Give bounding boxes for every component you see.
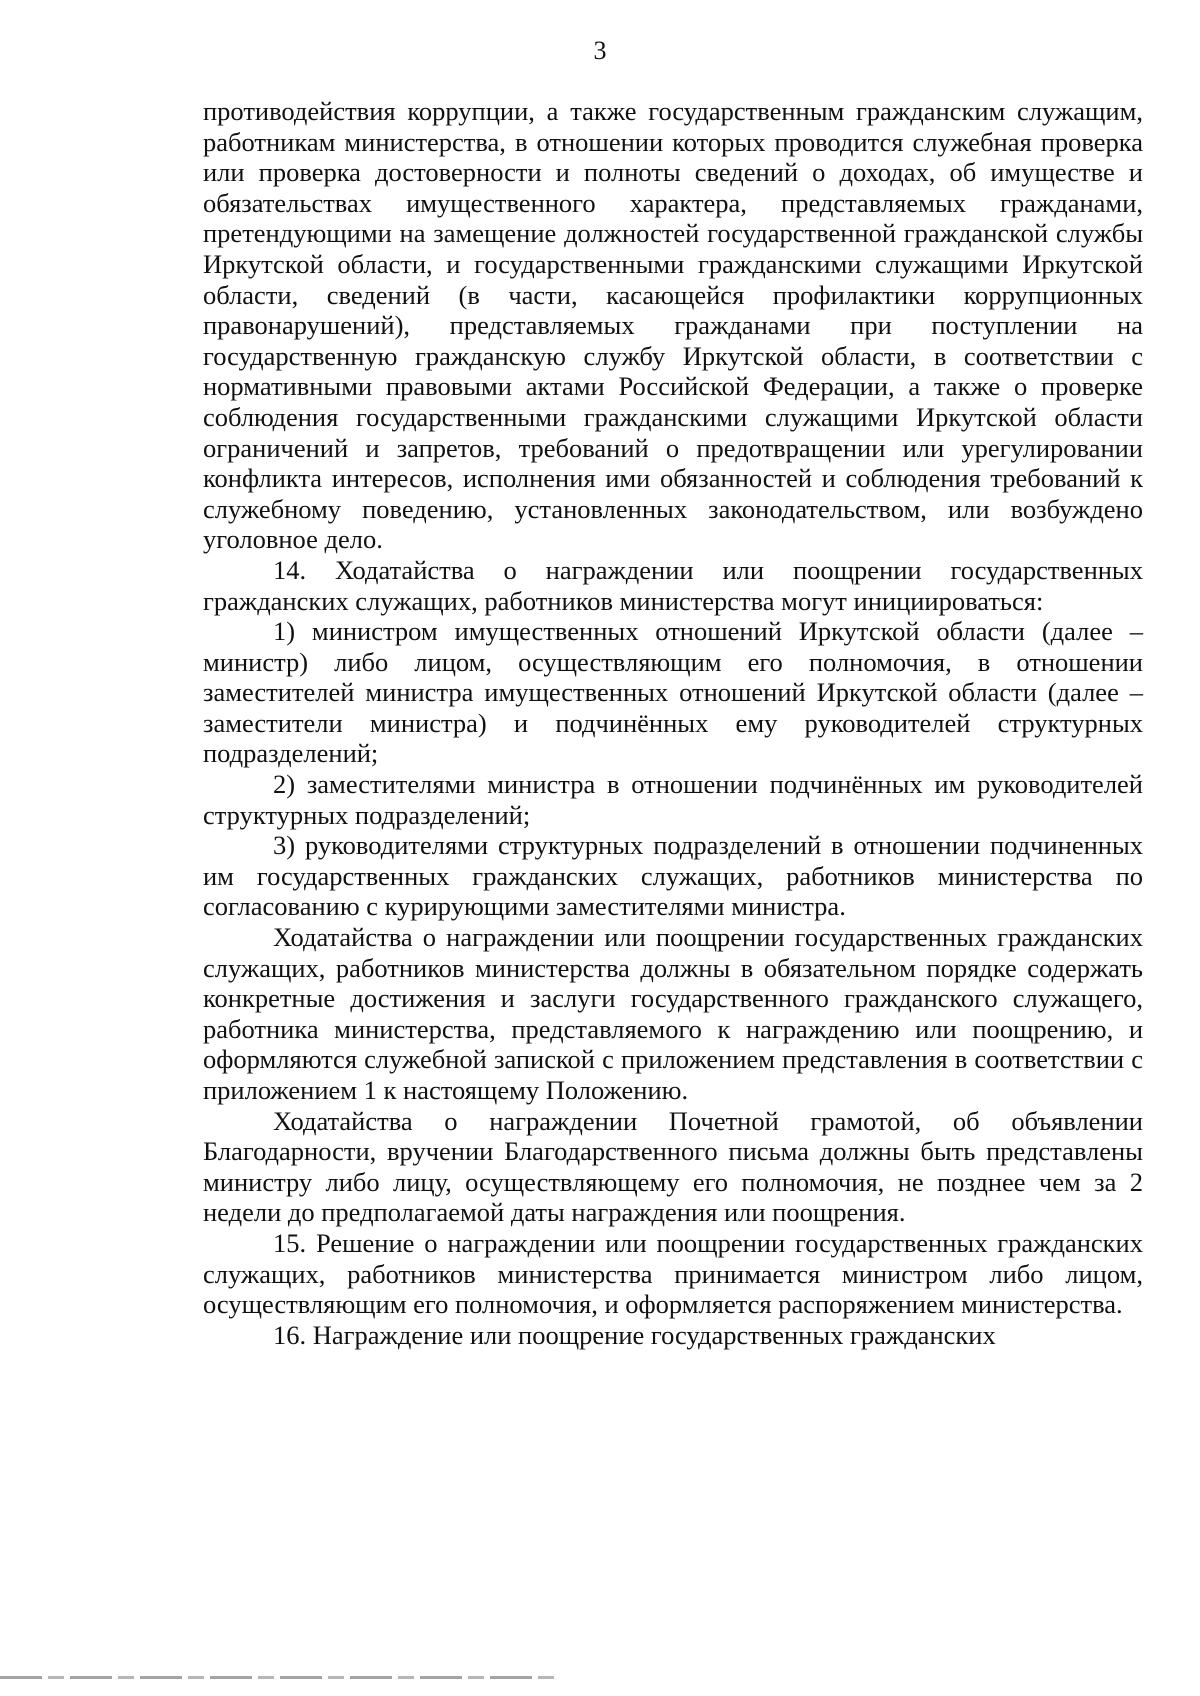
scan-edge-line: [0, 1676, 560, 1679]
page-number: 3: [593, 36, 607, 65]
paragraph-subitem-2: 2) заместителями министра в отношении подчинённых им руководителей структурных подразделений;: [203, 769, 1143, 830]
document-body: [203, 96, 1143, 1350]
paragraph-petition-deadline: Ходатайства о награждении Почетной грамотой, об объявлении Благодарности, вручении Благодарственного письма должны быть представлены министру либо лицу, осуществляющему его полномочия, не позднее чем за 2 недели до предполагаемой даты награждения или поощрения.: [203, 1105, 1143, 1228]
paragraph-item-16: 16. Награждение или поощрение государственных гражданских: [273, 1319, 996, 1350]
paragraph-item-15: 15. Решение о награждении или поощрении государственных гражданских служащих, работников министерства принимается министром либо лицом, осуществляющим его полномочия, и оформляется распоряжением министерства.: [203, 1227, 1143, 1320]
paragraph-petition-content: Ходатайства о награждении или поощрении государственных гражданских служащих, работников министерства должны в обязательном порядке содержать конкретные достижения и заслуги государственного гражданского служащего, работника министерства, представляемого к награждению или поощрению, и оформляются служебной запиской с приложением представления в соответствии с приложением 1 к настоящему Положению.: [203, 922, 1143, 1105]
paragraph-item-14: 14. Ходатайства о награждении или поощрении государственных гражданских служащих, работников министерства могут инициироваться:: [203, 554, 1143, 616]
paragraph-continuation: противодействия коррупции, а также государственным гражданским служащим, работникам министерства, в отношении которых проводится служебная проверка или проверка достоверности и полноты сведений о доходах, об имуществе и обязательствах имущественного характера, представляемых гражданами, претендующими на замещение должностей государственной гражданской службы Иркутской области, и государственными гражданскими служащими Иркутской области, сведений (в части, касающейся профилактики коррупционных правонарушений), представляемых гражданами при поступлении на государственную гражданскую службу Иркутской области, в соответствии с нормативными правовыми актами Российской Федерации, а также о проверке соблюдения государственными гражданскими служащими Иркутской области ограничений и запретов, требований о предотвращении или урегулировании конфликта интересов, исполнения ими обязанностей и соблюдения требований к служебному поведению, установленных законодательством, или возбуждено уголовное дело.: [203, 96, 1143, 555]
paragraph-subitem-1: 1) министром имущественных отношений Иркутской области (далее – министр) либо лицом, осуществляющим его полномочия, в отношении заместителей министра имущественных отношений Иркутской области (далее – заместители министра) и подчинённых ему руководителей структурных подразделений;: [203, 616, 1143, 769]
paragraph-subitem-3: 3) руководителями структурных подразделений в отношении подчиненных им государственных гражданских служащих, работников министерства по согласованию с курирующими заместителями министра.: [203, 830, 1143, 922]
